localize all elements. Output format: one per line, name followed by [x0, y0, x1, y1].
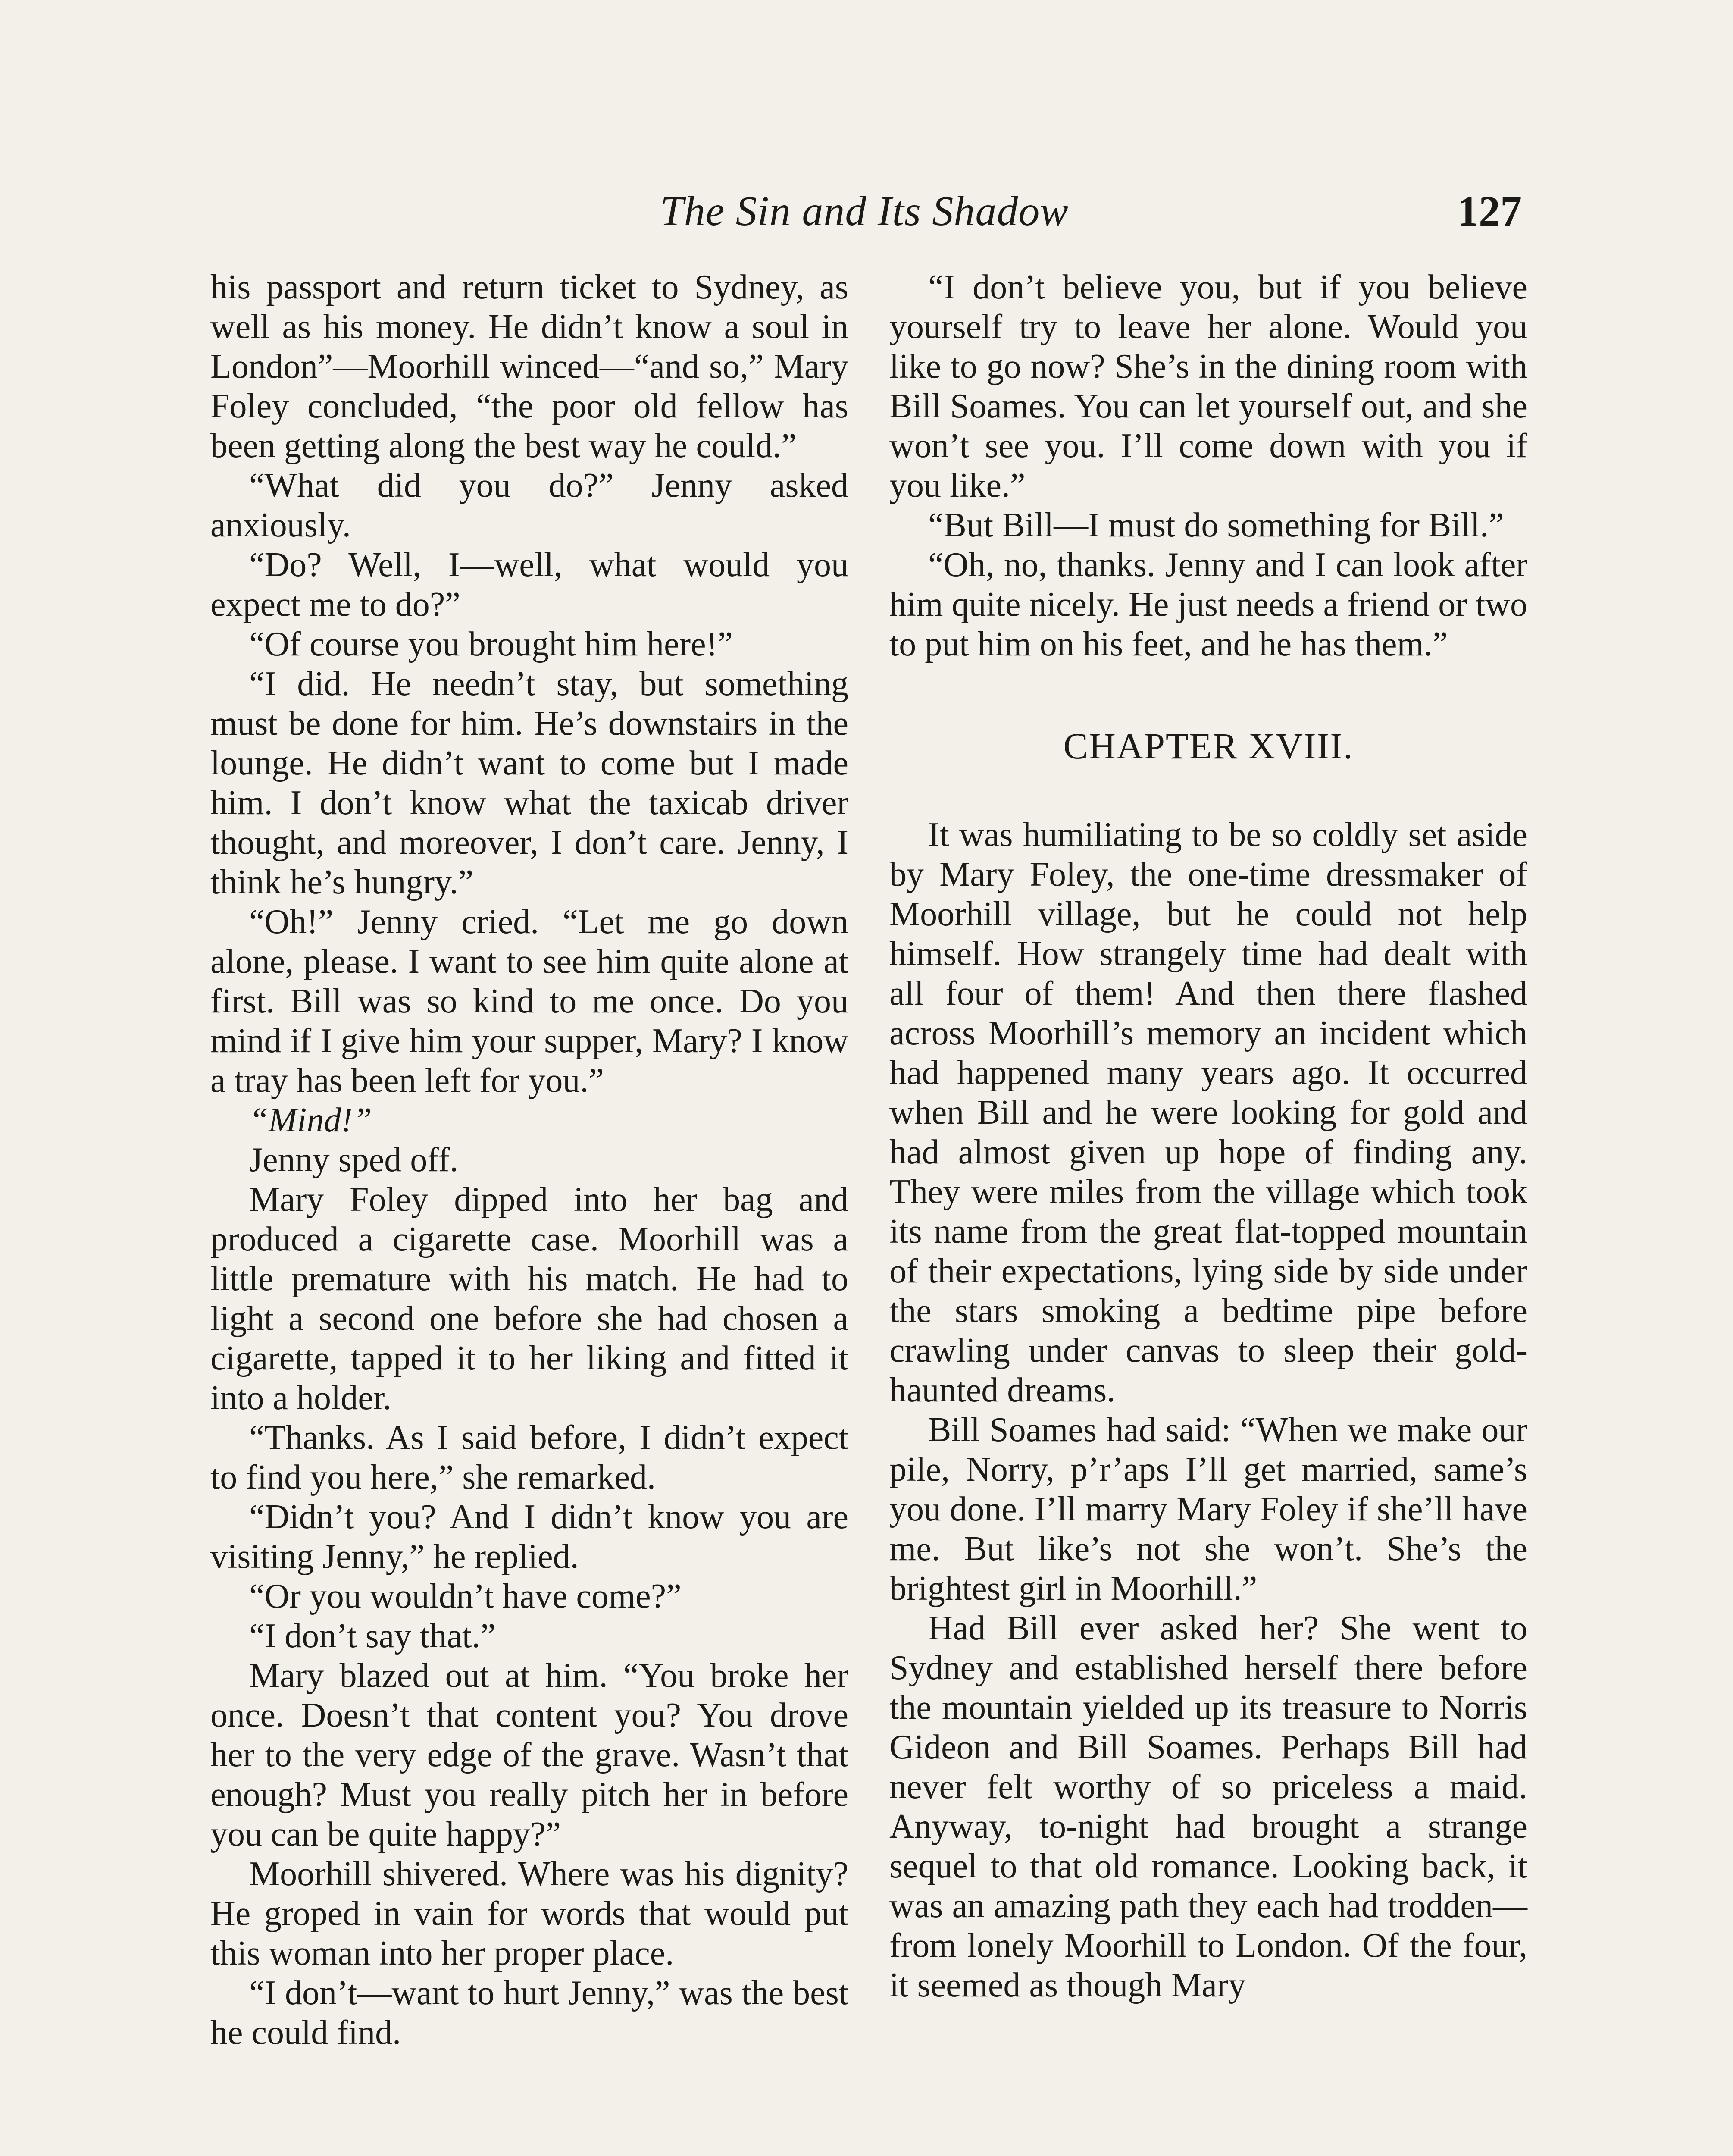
- page-header: [207, 181, 1522, 241]
- paragraph: Mary blazed out at him. “You broke her once. Doesn’t that content you? You drove her to the very edge of the grave. Wasn’t that enough? Must you really pitch her in before you can be quite happy?”: [210, 1657, 848, 1853]
- paragraph: his passport and return ticket to Sydney, as well as his money. He didn’t know a soul in London”—Moorhill winced—“and so,” Mary Foley concluded, “the poor old fellow has been getting along the best way he could.”: [210, 268, 848, 465]
- paragraph: “Of course you brought him here!”: [249, 625, 733, 663]
- paragraph: “I don’t—want to hurt Jenny,” was the best he could find.: [210, 1974, 848, 2052]
- page-number: 127: [1457, 187, 1522, 235]
- paragraph: “I don’t believe you, but if you believe yourself try to leave her alone. Would you like to go now? She’s in the dining room with Bill Soames. You can let yourself out, and she won’t see you. I’ll come down with you if you like.”: [889, 268, 1527, 505]
- paragraph: Bill Soames had said: “When we make our pile, Norry, p’r’aps I’ll get married, same’s you done. I’ll marry Mary Foley if she’ll have me. But like’s not she won’t. She’s the brightest girl in Moorhill.”: [889, 1411, 1527, 1608]
- right-column: [889, 267, 1527, 2005]
- paragraph: Moorhill shivered. Where was his dignity? He groped in vain for words that would put this woman into her proper place.: [210, 1855, 848, 1972]
- running-title: The Sin and Its Shadow: [660, 188, 1069, 235]
- paragraph: “Do? Well, I—well, what would you expect me to do?”: [210, 546, 848, 624]
- paragraph: “Mind!”: [249, 1101, 372, 1139]
- paragraph: “I did. He needn’t stay, but something must be done for him. He’s downstairs in the lounge. He didn’t want to come but I made him. I don’t know what the taxicab driver thought, and moreover, I don’t care. Jenny, I think he’s hungry.”: [210, 665, 848, 901]
- paragraph: Had Bill ever asked her? She went to Sydney and established herself there before the mountain yielded up its treasure to Norris Gideon and Bill Soames. Perhaps Bill had never felt worthy of so priceless a maid. Anyway, to-night had brought a strange sequel to that old romance. Looking back, it was an amazing path they each had trodden—from lonely Moorhill to London. Of the four, it seemed as though Mary: [889, 1609, 1527, 2004]
- paragraph: “Didn’t you? And I didn’t know you are visiting Jenny,” he replied.: [210, 1498, 848, 1576]
- paragraph: “I don’t say that.”: [249, 1617, 496, 1655]
- paragraph: “Thanks. As I said before, I didn’t expect to find you here,” she remarked.: [210, 1419, 848, 1496]
- left-column: [210, 267, 848, 2053]
- paragraph: “Oh!” Jenny cried. “Let me go down alone, please. I want to see him quite alone at first. Bill was so kind to me once. Do you mind if I give him your supper, Mary? I know a tray has been left for you.”: [210, 903, 848, 1100]
- paragraph: Jenny sped off.: [249, 1141, 459, 1179]
- chapter-heading: CHAPTER XVIII.: [1063, 725, 1354, 767]
- paragraph: “What did you do?” Jenny asked anxiously.: [210, 467, 848, 544]
- paragraph: “But Bill—I must do something for Bill.”: [928, 506, 1504, 544]
- paragraph: “Oh, no, thanks. Jenny and I can look after him quite nicely. He just needs a friend or two to put him on his feet, and he has them.”: [889, 546, 1527, 663]
- paragraph: “Or you wouldn’t have come?”: [249, 1577, 682, 1615]
- paragraph: It was humiliating to be so coldly set aside by Mary Foley, the one-time dressmaker of Moorhill village, but he could not help himself. How strangely time had dealt with all four of them! And then there flashed across Moorhill’s memory an incident which had happened many years ago. It occurred when Bill and he were looking for gold and had almost given up hope of finding any. They were miles from the village which took its name from the great flat-topped mountain of their expectations, lying side by side under the stars smoking a bedtime pipe before crawling under canvas to sleep their gold-haunted dreams.: [889, 816, 1527, 1409]
- paragraph: Mary Foley dipped into her bag and produced a cigarette case. Moorhill was a little premature with his match. He had to light a second one before she had chosen a cigarette, tapped it to her liking and fitted it into a holder.: [210, 1181, 848, 1417]
